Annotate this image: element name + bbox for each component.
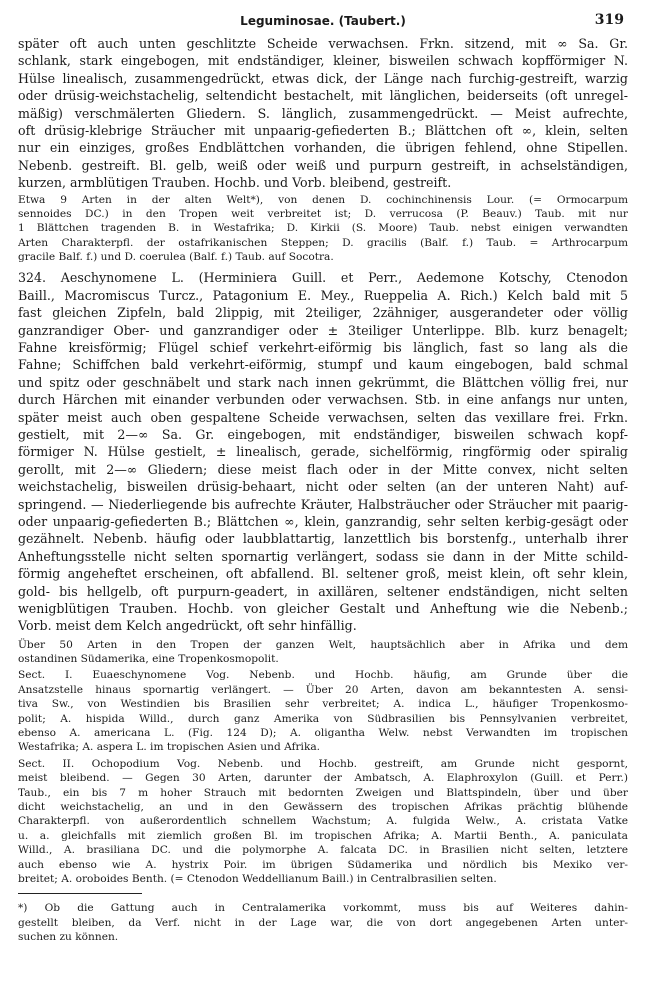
text-line: polit; A. hispida Willd., durch ganz Amerika von Südbrasilien bis Pennsylvanien verbreitet, [18,712,628,725]
text-line: 1 Blättchen tragenden B. in Westafrika; D. Kirkii (S. Moore) Taub. nebst einigen verwandten [18,222,628,235]
paragraph-distribution [18,638,628,667]
running-title: Leguminosae. (Taubert.) [240,14,406,28]
text-line: förmiger N. Hülse gestielt, ± linealisch, gerade, sichelförmig, ringförmig oder spiralig [18,444,628,460]
paragraph-species-note [18,193,628,265]
page [18,6,628,944]
text-line: später meist auch oben gespaltene Scheide verwachsen, selten das vexillare frei. Frkn. [18,409,628,425]
paragraph-section-2 [18,757,628,887]
text-line: kurzen, armblütigen Trauben. Hochb. und Vorb. bleibend, gestreift. [18,175,452,191]
text-line: gerollt, mit 2—∞ Gliedern; diese meist flach oder in der Mitte convex, nicht selten [18,461,628,477]
text-line: Hülse linealisch, zusammengedrückt, etwas dick, der Länge nach furchig-gestreift, warzig [18,70,628,86]
text-line: Baill., Macromiscus Turcz., Patagonium E. Mey., Rueppelia A. Rich.) Kelch bald mit 5 [18,287,628,303]
text-line: ganzrandiger Ober- und ganzrandiger oder ± 3teiliger Unterlippe. Blb. kurz benagelt; [18,322,628,338]
text-line: oder drüsig-weichstachelig, seltendicht bestachelt, mit länglichen, beiderseits (oft unregel- [18,88,628,104]
text-line: gezähnelt. Nebenb. häufig oder laubblattartig, lanzettlich bis borstenfg., unterhalb ihrer [18,531,628,547]
text-line: Willd., A. brasiliana DC. und die polymorphe A. falcata DC. in Brasilien nicht selten, letztere [18,844,628,857]
text-line: Nebenb. gestreift. Bl. gelb, weiß oder weiß und purpurn gestreift, in achselständigen, [18,157,628,173]
text-line: meist bleibend. — Gegen 30 Arten, darunter der Ambatsch, A. Elaphroxylon (Guill. et Perr.) [18,772,628,785]
text-line: Ansatzstelle hinaus spornartig verlängert. — Über 20 Arten, davon am bekanntesten A. sensi- [18,683,628,696]
text-line: oder unpaarig-gefiederten B.; Blättchen ∞, klein, ganzrandig, sehr selten kerbig-gesägt oder [18,513,628,529]
paragraph-genus-description-continued [18,35,628,192]
text-line: springend. — Niederliegende bis aufrechte Kräuter, Halbsträucher oder Sträucher mit paarig- [18,496,628,512]
text-line: dicht weichstachelig, an und in den Gewässern des tropischen Afrikas prächtig blühende [18,800,628,813]
text-line: weichstachelig, bisweilen drüsig-behaart, nicht oder selten (an der unteren Naht) auf- [18,479,628,495]
text-line: oft drüsig-klebrige Sträucher mit unpaarig-gefiederten B.; Blättchen oft ∞, klein, selten [18,122,628,138]
text-line: tiva Sw., von Westindien bis Brasilien sehr verbreitet; A. indica L., häufiger Tropenkosmo- [18,698,628,711]
text-line: schlank, stark eingebogen, mit endständiger, kleiner, bisweilen schwach kopfförmiger N. [18,53,628,69]
text-line: Arten Charakterpfl. der ostafrikanischen Steppen; D. gracilis (Balf. f.) Taub. = Arthrocarpum [18,236,628,249]
text-line: Anheftungsstelle nicht selten spornartig verlängert, sodass sie dann in der Mitte schild- [18,548,628,564]
text-line: u. a. gleichfalls mit ziemlich großen Bl. im tropischen Afrika; A. Martii Benth., A. paniculata [18,829,628,842]
text-line: Fahne kreisförmig; Flügel schief verkehrt-eiförmig bis länglich, fast so lang als die [18,340,628,356]
text-line: sennoides DC.) in den Tropen weit verbreitet ist; D. verrucosa (P. Beauv.) Taub. mit nur [18,207,628,220]
text-line: Etwa 9 Arten in der alten Welt*), von denen D. cochinchinensis Lour. (= Ormocarpum [18,193,628,206]
text-line: Taub., ein bis 7 m hoher Strauch mit bedornten Zweigen und Blattspindeln, über und über [18,786,628,799]
text-line: fast gleichen Zipfeln, bald 2lippig, mit 2teiliger, 2zähniger, ausgerandeter oder völlig [18,305,628,321]
text-line: Sect. II. Ochopodium Vog. Nebenb. und Hochb. gestreift, am Grunde nicht gespornt, [18,757,628,770]
text-line: suchen zu können. [18,931,119,944]
text-line: mäßig) verschmälerten Gliedern. S. länglich, zusammengedrückt. — Meist aufrechte, [18,105,628,121]
text-line: Fahne; Schiffchen bald verkehrt-eiförmig, stumpf und kaum eingebogen, bald schmal [18,357,628,373]
text-line: später oft auch unten geschlitzte Scheide verwachsen. Frkn. sitzend, mit ∞ Sa. Gr. [18,36,628,51]
text-line: 324. Aeschynomene L. (Herminiera Guill. et Perr., Aedemone Kotschy, Ctenodon [18,270,628,286]
text-line: breitet; A. oroboides Benth. (= Ctenodon Weddellianum Baill.) in Centralbrasilien selten. [18,872,497,885]
text-line: Westafrika; A. aspera L. im tropischen Asien und Afrika. [18,741,321,754]
page-number: 319 [594,12,624,28]
footnote-rule [18,893,142,894]
text-line: gracile Balf. f.) und D. coerulea (Balf. f.) Taub. auf Socotra. [18,251,334,264]
text-line: nur ein einziges, großes Endblättchen vorhanden, die übrigen fehlend, ohne Stipellen. [18,140,628,156]
text-line: Über 50 Arten in den Tropen der ganzen Welt, hauptsächlich aber in Afrika und dem [18,638,628,651]
footnote [18,901,628,944]
text-line: gestellt bleiben, da Verf. nicht in der Lage war, die von dort angegebenen Arten unter- [18,916,628,929]
text-line: Sect. I. Euaeschynomene Vog. Nebenb. und Hochb. häufig, am Grunde über die [18,669,628,682]
text-line: Vorb. meist dem Kelch angedrückt, oft sehr hinfällig. [18,618,357,634]
paragraph-section-1 [18,668,628,754]
text-line: gestielt, mit 2—∞ Sa. Gr. eingebogen, mit endständiger, bisweilen schwach kopf- [18,426,628,442]
running-header [18,6,628,28]
text-line: wenigblütigen Trauben. Hochb. von gleicher Gestalt und Anheftung wie die Nebenb.; [18,600,628,616]
paragraph-aeschynomene [18,269,628,634]
text-line: ostandinen Südamerika, eine Tropenkosmopolit. [18,653,279,666]
text-line: gold- bis hellgelb, oft purpurn-geadert, in axillären, seltener endständigen, nicht selten [18,583,628,599]
text-line: ebenso A. americana L. (Fig. 124 D); A. oligantha Welw. nebst Verwandten im tropischen [18,727,628,740]
text-line: durch Härchen mit einander verbunden oder verwachsen. Stb. in eine anfangs nur unten, [18,392,628,408]
text-line: *) Ob die Gattung auch in Centralamerika vorkommt, muss bis auf Weiteres dahin- [18,902,628,915]
text-line: auch ebenso wie A. hystrix Poir. im übrigen Südamerika und nördlich bis Mexiko ver- [18,858,628,871]
text-line: und spitz oder geschnäbelt und stark nach innen gekrümmt, die Blättchen völlig frei, nur [18,374,628,390]
text-line: förmig angeheftet erscheinen, oft abfallend. Bl. seltener groß, meist klein, oft sehr klein, [18,566,628,582]
text-line: Charakterpfl. von außerordentlich schnellem Wachstum; A. fulgida Welw., A. cristata Vatke [18,815,628,828]
